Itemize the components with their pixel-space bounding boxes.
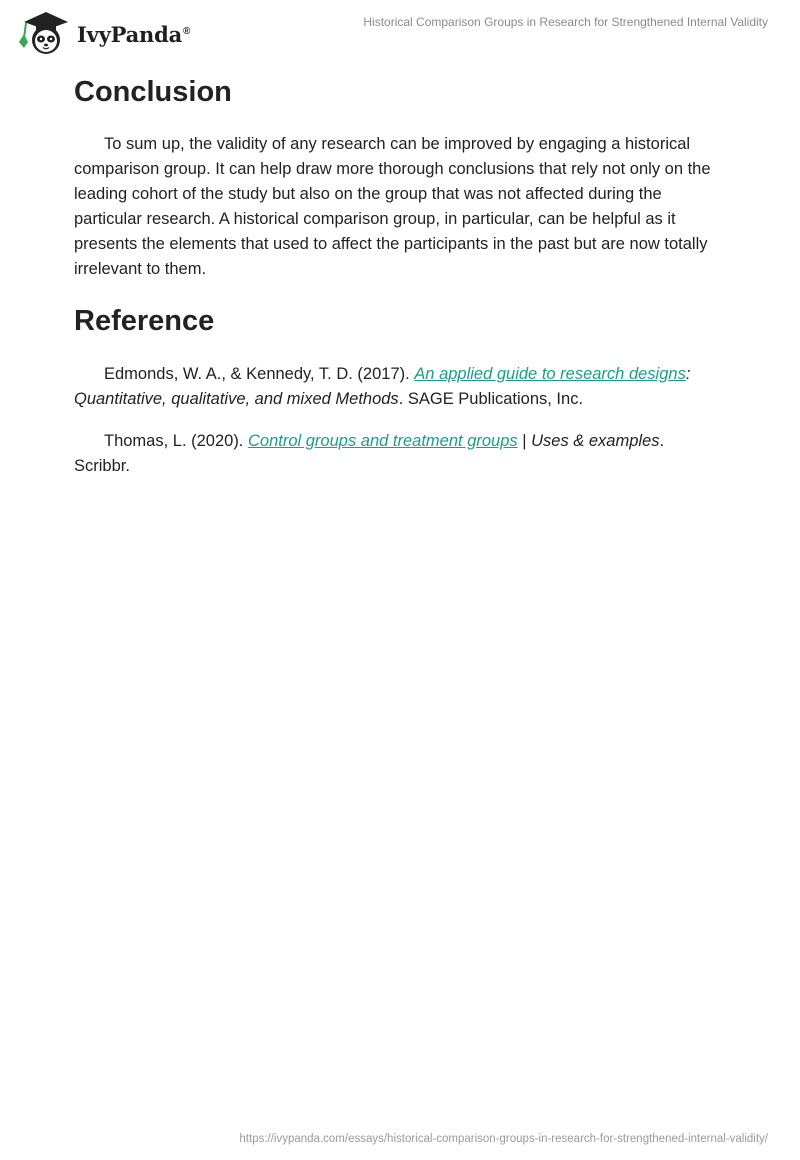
- footer-url[interactable]: https://ivypanda.com/essays/historical-comparison-groups-in-research-for-strengthened-internal-validity/: [239, 1133, 768, 1145]
- reference-item: [74, 429, 724, 479]
- reference-subtitle: Uses & examples: [531, 432, 660, 450]
- brand-name: IvyPanda®: [77, 21, 191, 47]
- conclusion-heading: Conclusion: [74, 76, 232, 108]
- conclusion-paragraph: To sum up, the validity of any research can be improved by engaging a historical comparison group. It can help draw more thorough conclusions that rely not only on the leading cohort of the study but also on the group that was not affected during the particular research. A historical comparison group, in particular, can be helpful as it presents the elements that used to affect the participants in the past but are now totally irrelevant to them.: [74, 135, 711, 278]
- reference-authors: Thomas, L. (2020).: [104, 432, 248, 450]
- reference-link[interactable]: An applied guide to research designs: [414, 365, 686, 383]
- brand-logo[interactable]: [14, 8, 190, 56]
- reference-authors: Edmonds, W. A., & Kennedy, T. D. (2017).: [104, 365, 415, 383]
- reference-heading: Reference: [74, 305, 215, 337]
- reference-item: [74, 362, 724, 412]
- page-header: [0, 0, 800, 60]
- reference-separator: |: [517, 432, 532, 450]
- reference-publisher: . Scribbr.: [74, 432, 665, 475]
- reference-link[interactable]: Control groups and treatment groups: [247, 432, 518, 450]
- reference-publisher: . SAGE Publications, Inc.: [398, 390, 584, 408]
- document-body: [74, 70, 724, 479]
- document-title: Historical Comparison Groups in Research for Strengthened Internal Validity: [363, 15, 768, 29]
- panda-graduation-cap-icon: [14, 8, 74, 56]
- reference-subtitle: : Quantitative, qualitative, and mixed Methods: [74, 365, 691, 408]
